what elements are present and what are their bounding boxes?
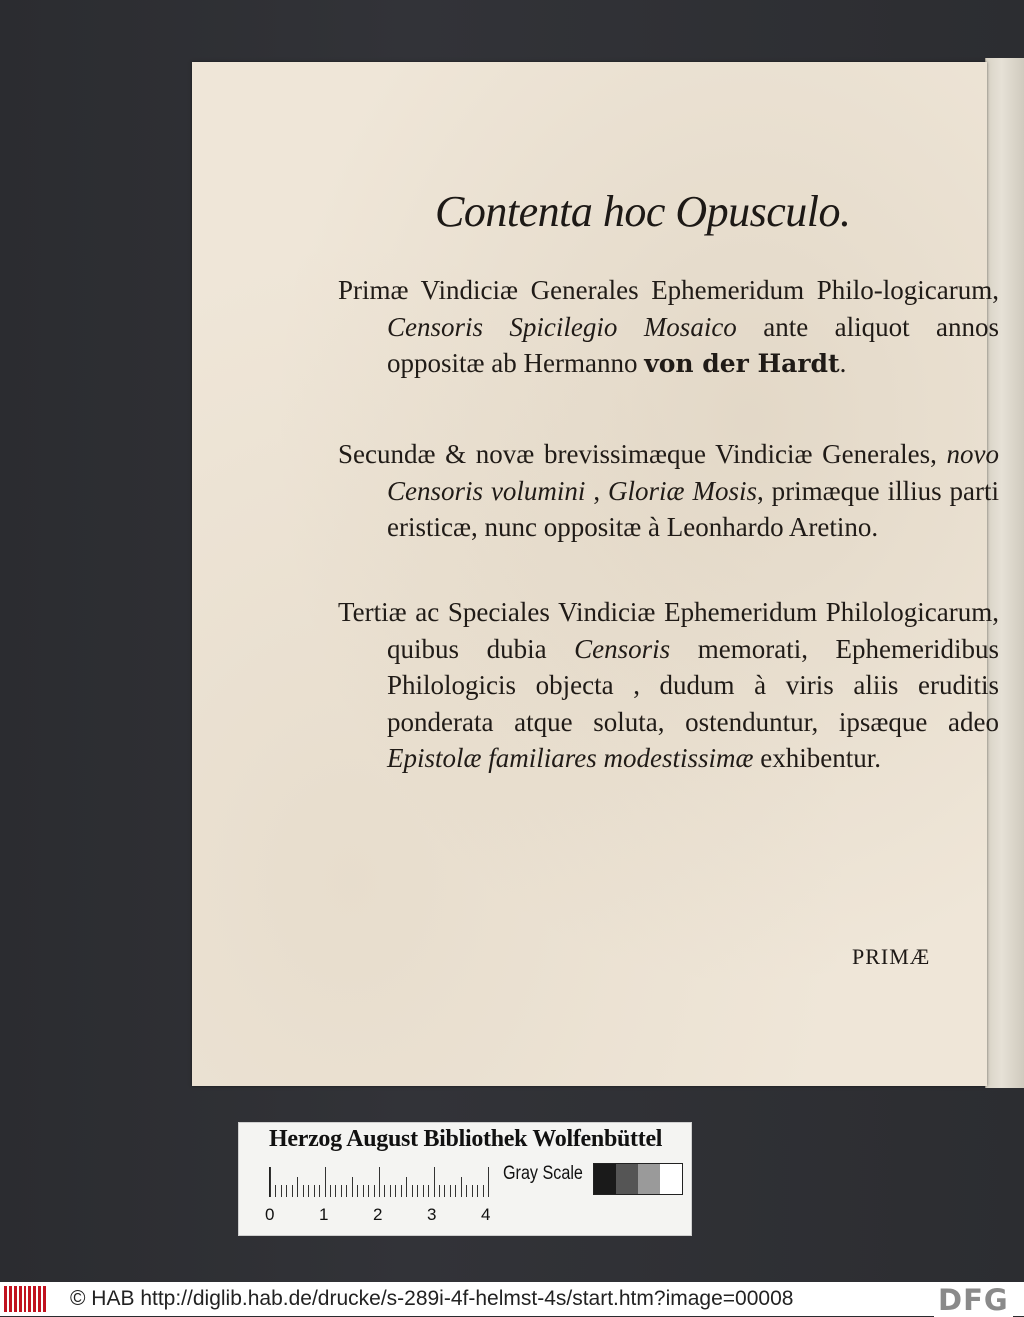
gray-scale-swatches xyxy=(593,1163,683,1195)
ruler-tick xyxy=(439,1185,440,1197)
gray-scale-label: Gray Scale xyxy=(503,1163,583,1184)
entry-text-run: ante aliquot annos oppositæ ab Hermanno xyxy=(387,311,999,378)
ruler-tick xyxy=(406,1177,407,1197)
ruler-tick xyxy=(368,1185,369,1197)
ruler-tick xyxy=(379,1167,380,1197)
ruler-label: 2 xyxy=(373,1205,383,1224)
ruler-tick xyxy=(357,1185,358,1197)
ruler-tick xyxy=(374,1185,375,1197)
gray-swatch xyxy=(616,1164,638,1194)
ruler-tick xyxy=(363,1185,364,1197)
ruler-tick xyxy=(297,1177,298,1197)
entry-text-run: Censoris Spicilegio Mosaico xyxy=(387,311,737,342)
ruler-tick xyxy=(417,1185,418,1197)
ruler-tick xyxy=(390,1185,391,1197)
ruler-label: 1 xyxy=(319,1205,329,1224)
entry-text-run: exhibentur. xyxy=(753,743,882,773)
footer-bar xyxy=(0,1282,1024,1316)
ruler-tick xyxy=(275,1185,276,1197)
ruler-label: 0 xyxy=(265,1205,275,1224)
ruler-tick xyxy=(477,1185,478,1197)
ruler-tick xyxy=(450,1185,451,1197)
library-name: Herzog August Bibliothek Wolfenbüttel xyxy=(269,1126,663,1152)
ruler-tick xyxy=(395,1185,396,1197)
ruler-tick xyxy=(444,1185,445,1197)
ruler-tick xyxy=(346,1185,347,1197)
entry-text-run: , xyxy=(585,475,609,506)
gray-swatch xyxy=(594,1164,616,1194)
entry-text-run: . xyxy=(839,348,847,378)
ruler-tick xyxy=(319,1185,320,1197)
ruler-tick xyxy=(325,1167,326,1197)
ruler-tick xyxy=(335,1185,336,1197)
gray-swatch xyxy=(638,1164,660,1194)
entry-text-run: Secundæ & novæ brevissimæque Vindiciæ Generales, xyxy=(338,439,947,469)
entry-text-run: , primæque illius parti eristicæ, nunc oppositæ à Leonhardo Aretino. xyxy=(387,475,1000,542)
ruler-tick xyxy=(472,1185,473,1197)
ruler-label: 4 xyxy=(481,1205,491,1224)
ruler-tick xyxy=(286,1185,287,1197)
entry-text-run: von der Hardt xyxy=(644,349,840,378)
ruler-tick xyxy=(270,1167,271,1197)
facing-page-edge xyxy=(985,58,1024,1088)
ruler-tick xyxy=(483,1185,484,1197)
entry-text-run: Censoris xyxy=(574,633,671,664)
ruler-tick xyxy=(428,1185,429,1197)
ruler-tick xyxy=(292,1185,293,1197)
ruler-tick xyxy=(330,1185,331,1197)
content-entry-2 xyxy=(338,436,999,546)
entry-text-run: novo Censoris volumini xyxy=(387,439,999,506)
gray-swatch xyxy=(660,1164,682,1194)
footer-citation-link[interactable]: © HAB http://diglib.hab.de/drucke/s-289i-4f-helmst-4s/start.htm?image=00008 xyxy=(70,1287,794,1310)
content-entry-3 xyxy=(338,594,999,777)
ruler-tick xyxy=(434,1167,435,1197)
ruler-tick xyxy=(314,1185,315,1197)
ruler-tick xyxy=(341,1185,342,1197)
page-title: Contenta hoc Opusculo. xyxy=(435,187,851,236)
ruler-tick xyxy=(455,1185,456,1197)
entry-text-run: Primæ Vindiciæ Generales Ephemeridum Philo-logicarum, xyxy=(338,275,999,305)
ruler-tick xyxy=(308,1185,309,1197)
ruler-tick xyxy=(466,1185,467,1197)
ruler-tick xyxy=(281,1185,282,1197)
ruler xyxy=(269,1167,489,1197)
ruler-tick xyxy=(352,1177,353,1197)
ruler-tick xyxy=(461,1177,462,1197)
content-entry-1 xyxy=(338,272,999,383)
entry-text-run: Gloriæ Mosis xyxy=(608,475,757,506)
entry-text-run: Tertiæ ac Speciales Vindiciæ Ephemeridum Philologicarum, quibus dubia xyxy=(338,597,999,664)
ruler-tick xyxy=(303,1185,304,1197)
catchword: PRIMÆ xyxy=(852,944,931,969)
color-scale-card xyxy=(238,1122,692,1236)
ruler-tick xyxy=(412,1185,413,1197)
ruler-tick xyxy=(401,1185,402,1197)
entry-text-run: memorati, Ephemeridibus Philologicis objecta , dudum à viris aliis eruditis ponderata atque soluta, ostenduntur, ipsæque adeo xyxy=(387,633,999,737)
ruler-tick xyxy=(423,1185,424,1197)
dfg-logo: DFG xyxy=(934,1283,1013,1317)
ruler-tick xyxy=(488,1167,489,1197)
entry-text-run: Epistolæ familiares modestissimæ xyxy=(387,743,754,773)
ruler-tick xyxy=(384,1185,385,1197)
ruler-label: 3 xyxy=(427,1205,437,1224)
hab-logo-icon xyxy=(4,1286,46,1312)
